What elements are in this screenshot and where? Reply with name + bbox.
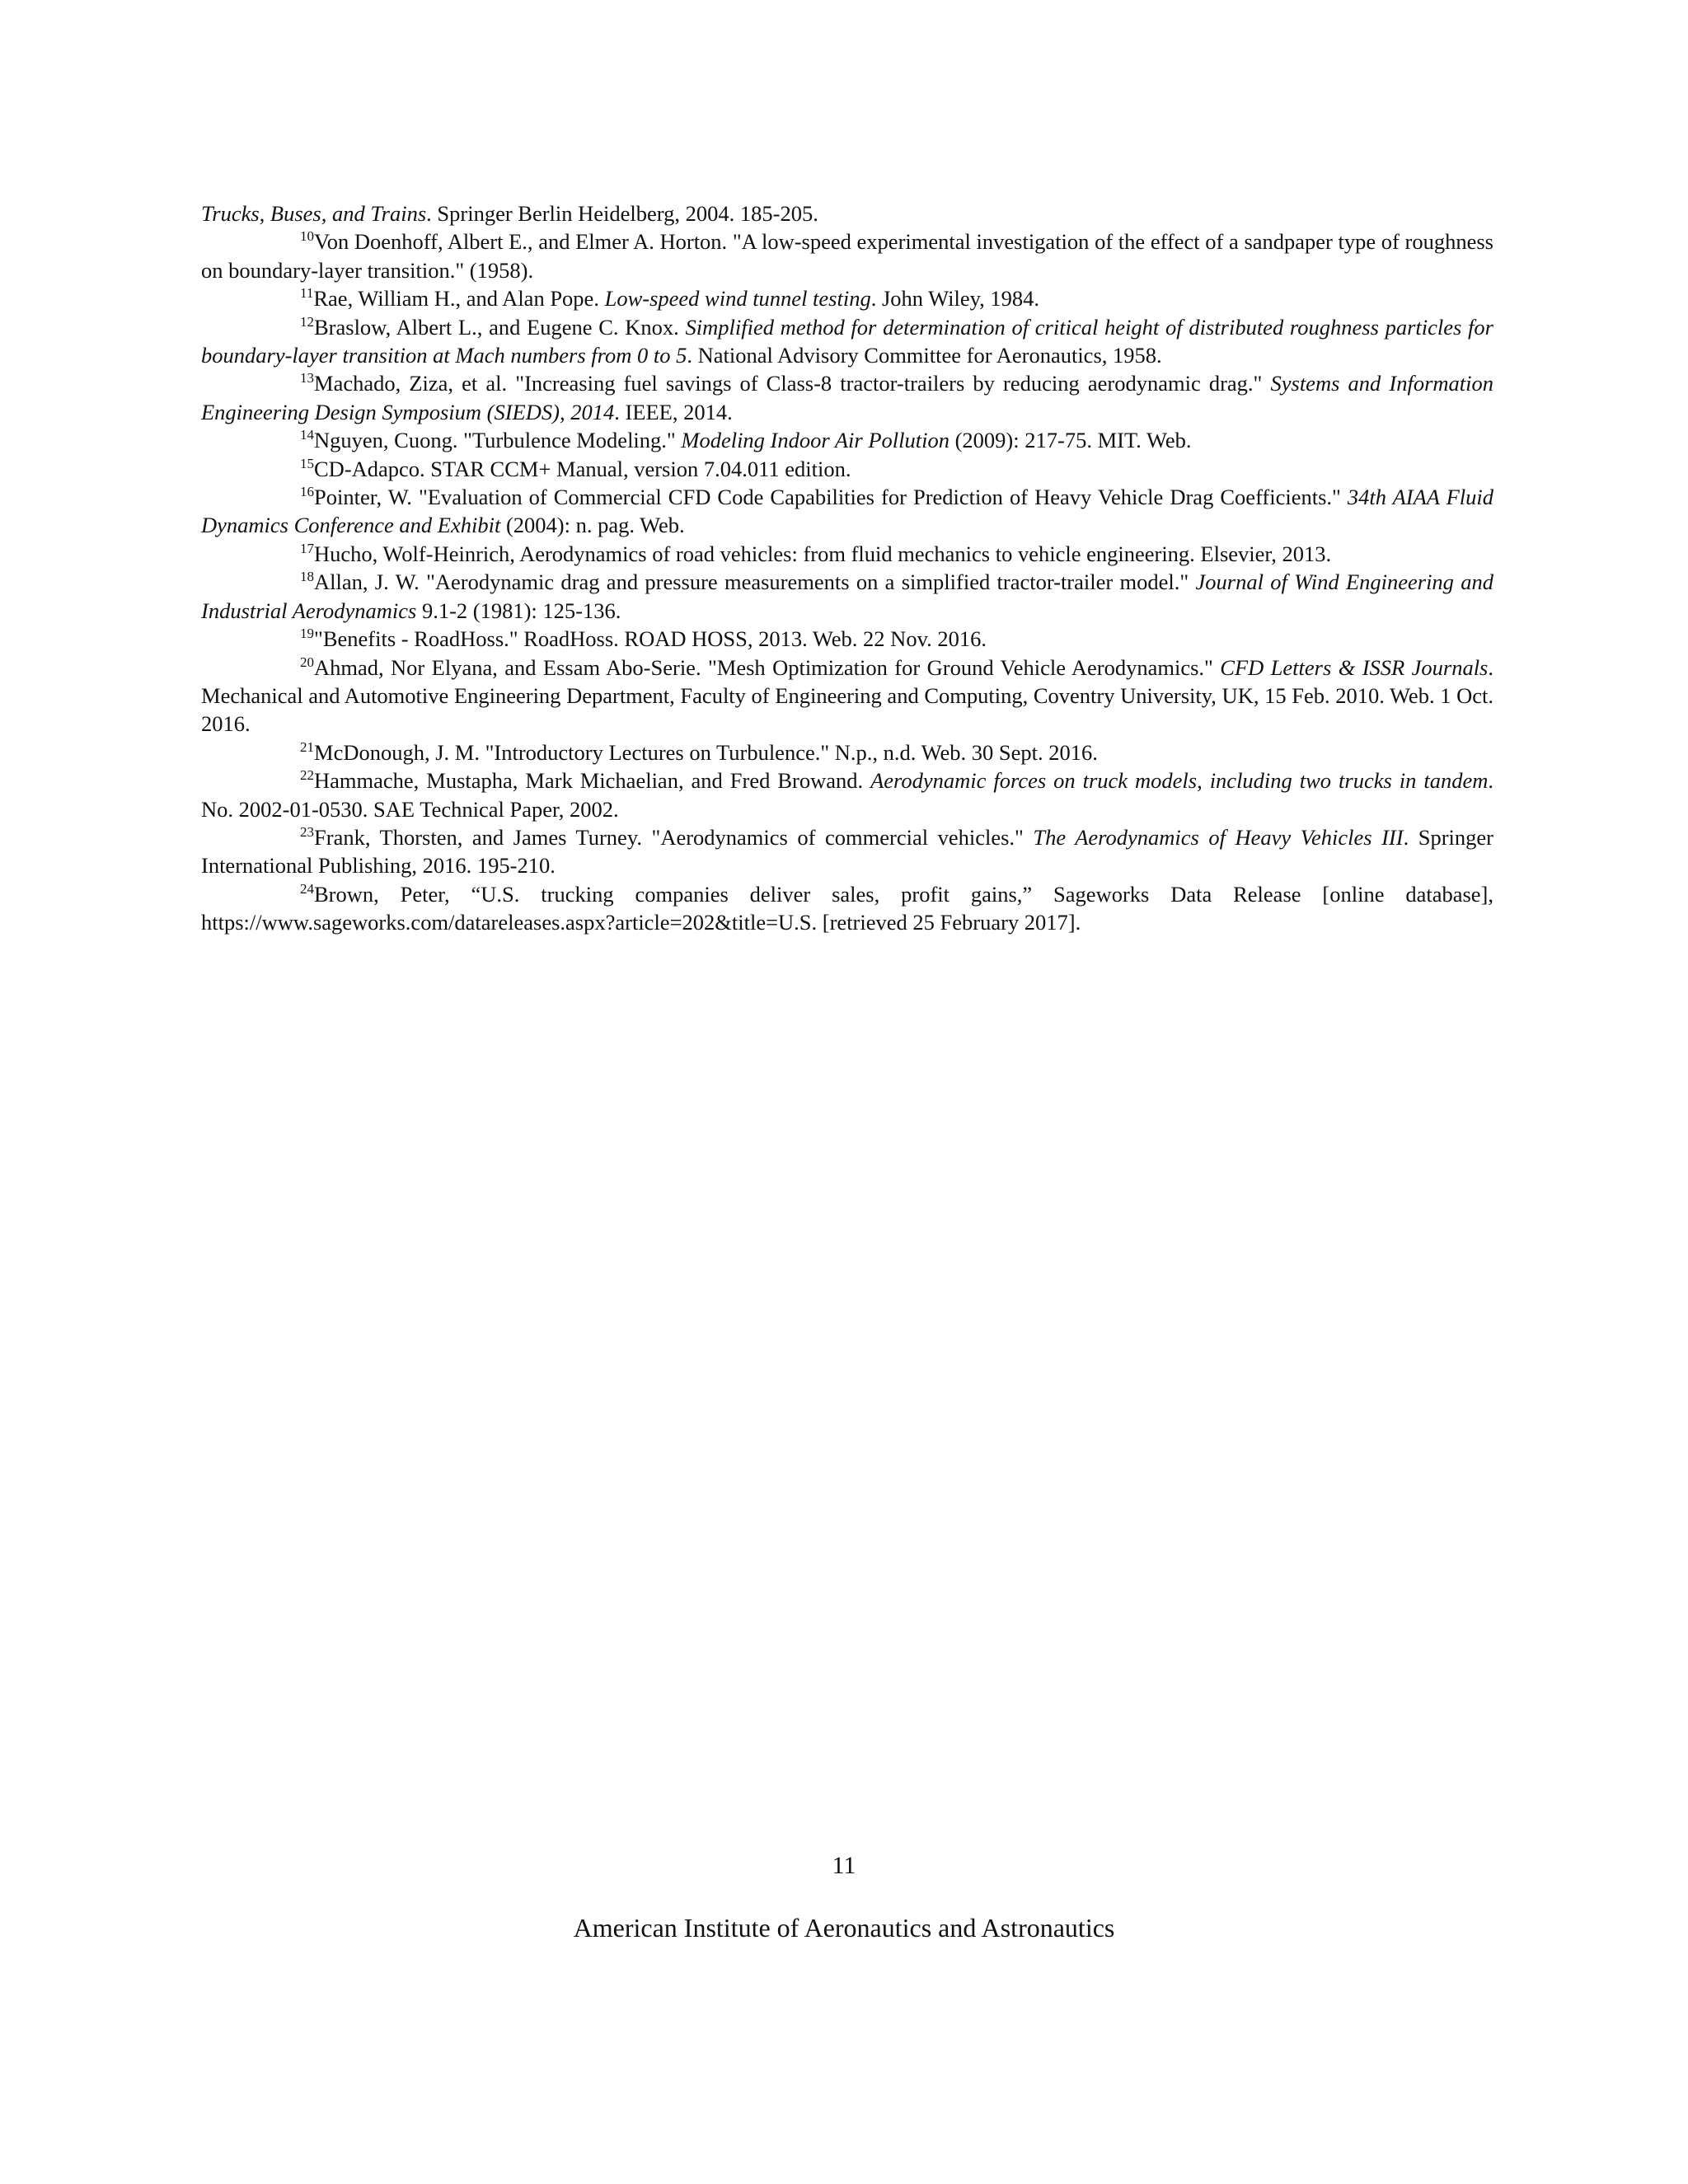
reference-number: 23 — [300, 823, 314, 840]
reference-text: Frank, Thorsten, and James Turney. "Aerodynamics of commercial vehicles." — [314, 824, 1034, 850]
reference-text: CD-Adapco. STAR CCM+ Manual, version 7.04.011 edition. — [314, 456, 851, 481]
reference-title-italic: Modeling Indoor Air Pollution — [681, 428, 950, 453]
reference-number: 17 — [300, 540, 314, 556]
reference-item — [201, 455, 1493, 483]
reference-title-italic: The Aerodynamics of Heavy Vehicles III — [1033, 824, 1404, 850]
reference-text: (2009): 217-75. MIT. Web. — [949, 428, 1192, 453]
reference-item — [201, 654, 1493, 738]
reference-item — [201, 227, 1493, 284]
reference-item — [201, 880, 1493, 937]
reference-number: 22 — [300, 767, 314, 784]
reference-text: Hammache, Mustapha, Mark Michaelian, and Fred Browand. — [314, 768, 871, 794]
reference-title-italic: Simplified method for determination of critical height of distributed roughness particles for boundary-layer transition at Mach numbers from 0 to 5 — [201, 314, 1493, 368]
reference-item — [201, 369, 1493, 426]
reference-text: . No. 2002-01-0530. SAE Technical Paper, 2002. — [201, 768, 1493, 822]
reference-number: 15 — [300, 455, 314, 471]
reference-text: Braslow, Albert L., and Eugene C. Knox. — [314, 314, 686, 340]
reference-title-italic: Aerodynamic forces on truck models, including two trucks in tandem — [870, 768, 1489, 794]
reference-number: 19 — [300, 626, 314, 642]
reference-item — [201, 483, 1493, 540]
reference-text: 9.1-2 (1981): 125-136. — [416, 598, 621, 623]
reference-item — [201, 738, 1493, 766]
reference-item — [201, 426, 1493, 454]
reference-number: 18 — [300, 569, 314, 585]
reference-text: (2004): n. pag. Web. — [500, 513, 685, 538]
reference-item — [201, 766, 1493, 823]
reference-text: Ahmad, Nor Elyana, and Essam Abo-Serie. "Mesh Optimization for Ground Vehicle Aerodynamics." — [314, 654, 1221, 680]
reference-number: 24 — [300, 880, 314, 897]
reference-text: . John Wiley, 1984. — [870, 286, 1040, 312]
reference-number: 20 — [300, 654, 314, 670]
reference-title-italic: Trucks, Buses, and Trains — [201, 201, 427, 226]
reference-text: Brown, Peter, “U.S. trucking companies deliver sales, profit gains,” Sageworks Data Release [online database], https://www.sageworks.com/datareleases.aspx?article=202&title=U.S. [retrieved 25 February 2017]. — [201, 881, 1493, 935]
reference-text: . Springer Berlin Heidelberg, 2004. 185-205. — [426, 201, 818, 226]
reference-text: McDonough, J. M. "Introductory Lectures on Turbulence." N.p., n.d. Web. 30 Sept. 2016. — [314, 739, 1098, 765]
reference-text: Hucho, Wolf-Heinrich, Aerodynamics of road vehicles: from fluid mechanics to vehicle engineering. Elsevier, 2013. — [314, 541, 1332, 566]
reference-text: Nguyen, Cuong. "Turbulence Modeling." — [314, 428, 682, 453]
page-number: 11 — [832, 1852, 856, 1879]
reference-number: 21 — [300, 738, 314, 755]
reference-item — [201, 540, 1493, 568]
reference-text: Pointer, W. "Evaluation of Commercial CFD Code Capabilities for Prediction of Heavy Vehicle Drag Coefficients." — [314, 485, 1348, 510]
reference-item — [201, 284, 1493, 312]
reference-continuation — [201, 199, 1493, 227]
reference-title-italic: Journal of Wind Engineering and Industrial Aerodynamics — [201, 569, 1493, 623]
reference-number: 12 — [300, 313, 314, 330]
reference-text: Rae, William H., and Alan Pope. — [313, 286, 605, 312]
reference-number: 11 — [300, 285, 314, 302]
reference-item — [201, 823, 1493, 880]
reference-title-italic: Low-speed wind tunnel testing — [604, 286, 871, 312]
reference-text: Allan, J. W. "Aerodynamic drag and pressure measurements on a simplified tractor-trailer model." — [314, 569, 1196, 595]
references-list — [201, 199, 1493, 937]
reference-number: 14 — [300, 427, 314, 443]
reference-item — [201, 568, 1493, 625]
reference-item — [201, 313, 1493, 370]
reference-text: "Benefits - RoadHoss." RoadHoss. ROAD HOSS, 2013. Web. 22 Nov. 2016. — [314, 626, 987, 652]
reference-title-italic: Systems and Information Engineering Design Symposium (SIEDS), 2014 — [201, 371, 1493, 424]
reference-text: . National Advisory Committee for Aeronautics, 1958. — [687, 343, 1162, 368]
reference-text: . Springer International Publishing, 2016. 195-210. — [201, 824, 1493, 879]
reference-number: 10 — [300, 228, 314, 245]
reference-text: . Mechanical and Automotive Engineering Department, Faculty of Engineering and Computing, Coventry University, UK, 15 Feb. 2010. Web. 1 Oct. 2016. — [201, 654, 1493, 737]
reference-number: 16 — [300, 484, 314, 500]
reference-text: . IEEE, 2014. — [614, 399, 733, 424]
page-footer: American Institute of Aeronautics and Astronautics — [573, 1913, 1115, 1943]
reference-title-italic: 34th AIAA Fluid Dynamics Conference and Exhibit — [201, 485, 1493, 538]
reference-item — [201, 625, 1493, 653]
reference-text: Machado, Ziza, et al. "Increasing fuel savings of Class-8 tractor-trailers by reducing aerodynamic drag." — [314, 371, 1271, 396]
reference-text: Von Doenhoff, Albert E., and Elmer A. Horton. "A low-speed experimental investigation of the effect of a sandpaper type of roughness on boundary-layer transition." (1958). — [201, 229, 1493, 283]
reference-title-italic: CFD Letters & ISSR Journals — [1220, 654, 1489, 680]
reference-number: 13 — [300, 370, 314, 387]
